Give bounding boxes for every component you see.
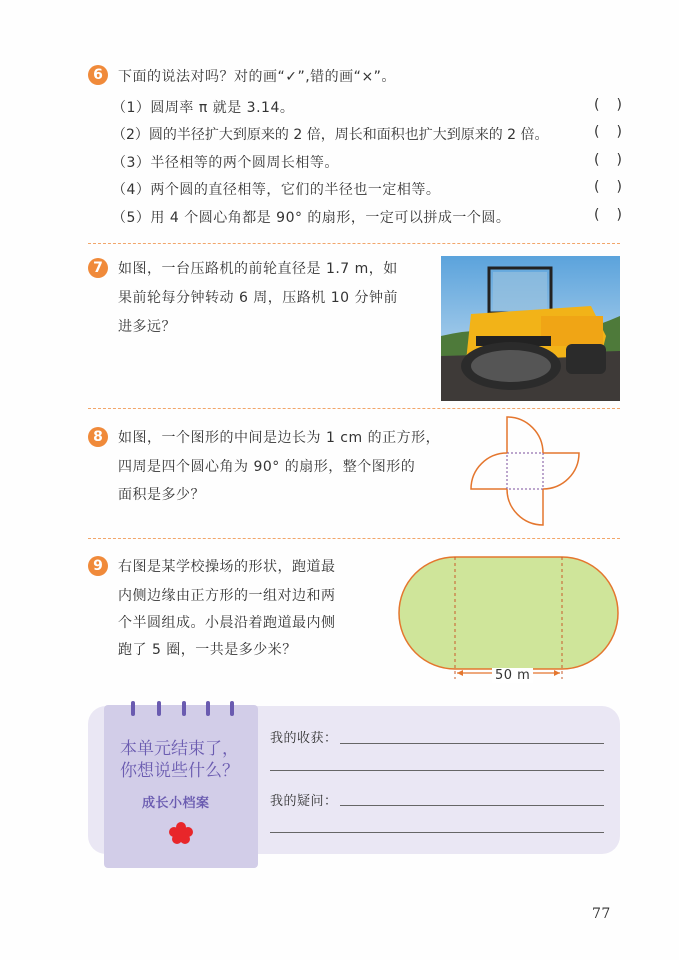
q9-line-3: 个半圆组成。小晨沿着跑道最内侧 <box>118 615 336 631</box>
q9-line-1: 右图是某学校操场的形状，跑道最 <box>118 559 336 575</box>
answer-blank-2[interactable] <box>594 124 622 140</box>
paren-open: ( <box>594 179 600 195</box>
gains-input-line-1[interactable] <box>340 743 604 744</box>
road-roller-photo <box>441 256 620 401</box>
paren-open: ( <box>594 97 600 113</box>
gains-input-line-2[interactable] <box>270 770 604 771</box>
q9-line-4: 跑了 5 圈，一共是多少米？ <box>118 642 297 658</box>
answer-blank-4[interactable] <box>594 179 622 195</box>
paren-open: ( <box>594 152 600 168</box>
q6-item-4: （4）两个圆的直径相等，它们的半径也一定相等。 <box>112 182 441 198</box>
q6-item-2: （2）圆的半径扩大到原来的 2 倍，周长和面积也扩大到原来的 2 倍。 <box>112 127 549 143</box>
track-field-figure <box>395 554 623 684</box>
paren-open: ( <box>594 124 600 140</box>
questions-input-line-1[interactable] <box>340 805 604 806</box>
paren-open: ( <box>594 207 600 223</box>
divider <box>88 408 620 409</box>
question-number-8: 8 <box>88 427 108 447</box>
pinwheel-figure <box>465 412 585 532</box>
paren-close: ) <box>616 179 622 195</box>
gains-label: 我的收获： <box>270 731 338 746</box>
card-subtitle: 成长小档案 <box>142 796 210 811</box>
flower-icon <box>168 821 194 845</box>
card-title-line-1: 本单元结束了， <box>120 739 239 759</box>
q6-item-3: （3）半径相等的两个圆周长相等。 <box>112 155 339 171</box>
card-title-line-2: 你想说些什么？ <box>120 761 239 781</box>
q8-line-3: 面积是多少？ <box>118 487 205 503</box>
answer-blank-5[interactable] <box>594 207 622 223</box>
page-number: 77 <box>592 906 611 922</box>
question-number-9: 9 <box>88 556 108 576</box>
q8-line-2: 四周是四个圆心角为 90° 的扇形，整个图形的 <box>118 459 416 475</box>
paren-close: ) <box>616 97 622 113</box>
q8-line-1: 如图，一个图形的中间是边长为 1 cm 的正方形， <box>118 430 441 446</box>
paren-close: ) <box>616 207 622 223</box>
question-number-7: 7 <box>88 258 108 278</box>
center-square <box>507 453 543 489</box>
q6-prompt: 下面的说法对吗？对的画“✓”,错的画“×”。 <box>118 69 396 85</box>
question-number-6: 6 <box>88 65 108 85</box>
questions-input-line-2[interactable] <box>270 832 604 833</box>
paren-close: ) <box>616 124 622 140</box>
divider <box>88 538 620 539</box>
q9-line-2: 内侧边缘由正方形的一组对边和两 <box>118 588 336 604</box>
q7-line-3: 进多远？ <box>118 319 176 335</box>
divider <box>88 243 620 244</box>
answer-blank-3[interactable] <box>594 152 622 168</box>
paren-close: ) <box>616 152 622 168</box>
q6-item-5: （5）用 4 个圆心角都是 90° 的扇形，一定可以拼成一个圆。 <box>112 210 511 226</box>
dimension-label: 50 m <box>492 668 533 683</box>
q7-line-1: 如图，一台压路机的前轮直径是 1.7 m，如 <box>118 261 398 277</box>
q7-line-2: 果前轮每分钟转动 6 周，压路机 10 分钟前 <box>118 290 399 306</box>
q6-item-1: （1）圆周率 π 就是 3.14。 <box>112 100 295 116</box>
questions-label: 我的疑问： <box>270 794 338 809</box>
answer-blank-1[interactable] <box>594 97 622 113</box>
